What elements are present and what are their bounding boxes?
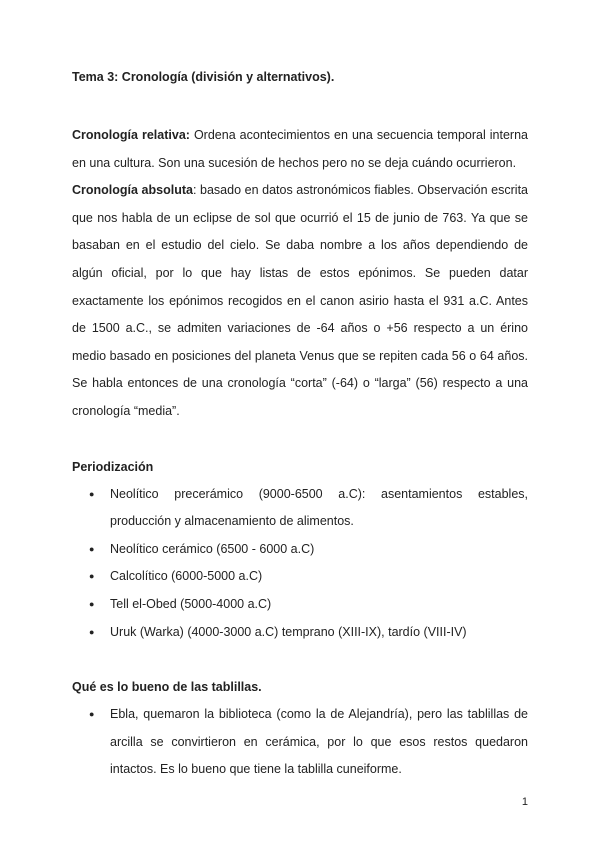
list-item: ● Neolítico precerámico (9000-6500 a.C): asentamientos estables, producción y almacenamiento de alimentos. bbox=[72, 481, 528, 536]
absolute-chronology-paragraph bbox=[72, 177, 528, 425]
list-item: ● Neolítico cerámico (6500 - 6000 a.C) bbox=[72, 536, 528, 564]
list-item: ● Ebla, quemaron la biblioteca (como la de Alejandría), pero las tablillas de arcilla se convirtieron en cerámica, por lo que esos restos quedaron intactos. Es lo bueno que tiene la tablilla cuneiforme. bbox=[72, 701, 528, 784]
absolute-chronology-term: Cronología absoluta bbox=[72, 183, 193, 198]
absolute-chronology-text: : basado en datos astronómicos fiables. Observación escrita que nos habla de un eclipse de sol que ocurrió el 15 de junio de 763. Ya que se basaban en el estudio del cielo. Se daba nombre a los años dependiendo de algún oficial, por lo que hay listas de estos epónimos. Se pueden datar exactamente los epónimos recogidos en el canon asirio hasta el 931 a.C. Antes de 1500 a.C., se admiten variaciones de -64 años o +56 respecto a un érino medio basado en posiciones del planeta Venus que se repiten cada 56 o 64 años. Se habla entonces de una cronología “corta” (-64) o “larga” (56) respecto a una cronología “media”. bbox=[72, 183, 528, 418]
tablets-list bbox=[72, 701, 528, 784]
list-item: ● Tell el-Obed (5000-4000 a.C) bbox=[72, 591, 528, 619]
tablets-heading: Qué es lo bueno de las tablillas. bbox=[72, 680, 262, 695]
page-number: 1 bbox=[521, 796, 528, 808]
relative-chronology-term: Cronología relativa: bbox=[72, 128, 190, 142]
list-item: ● Calcolítico (6000-5000 a.C) bbox=[72, 563, 528, 591]
spacer bbox=[72, 646, 528, 676]
periodization-list bbox=[72, 481, 528, 647]
relative-chronology-text: Ordena acontecimientos en una secuencia temporal interna en una cultura. Son una sucesión de hechos pero no se deja cuándo ocurrieron. bbox=[72, 128, 528, 170]
periodization-heading: Periodización bbox=[72, 459, 154, 474]
relative-chronology-paragraph bbox=[72, 122, 528, 177]
spacer bbox=[72, 426, 528, 456]
list-item: ● Uruk (Warka) (4000-3000 a.C) temprano (XIII-IX), tardío (VIII-IV) bbox=[72, 619, 528, 647]
document-title: Tema 3: Cronología (división y alternativos). bbox=[72, 70, 335, 84]
spacer bbox=[72, 88, 528, 122]
